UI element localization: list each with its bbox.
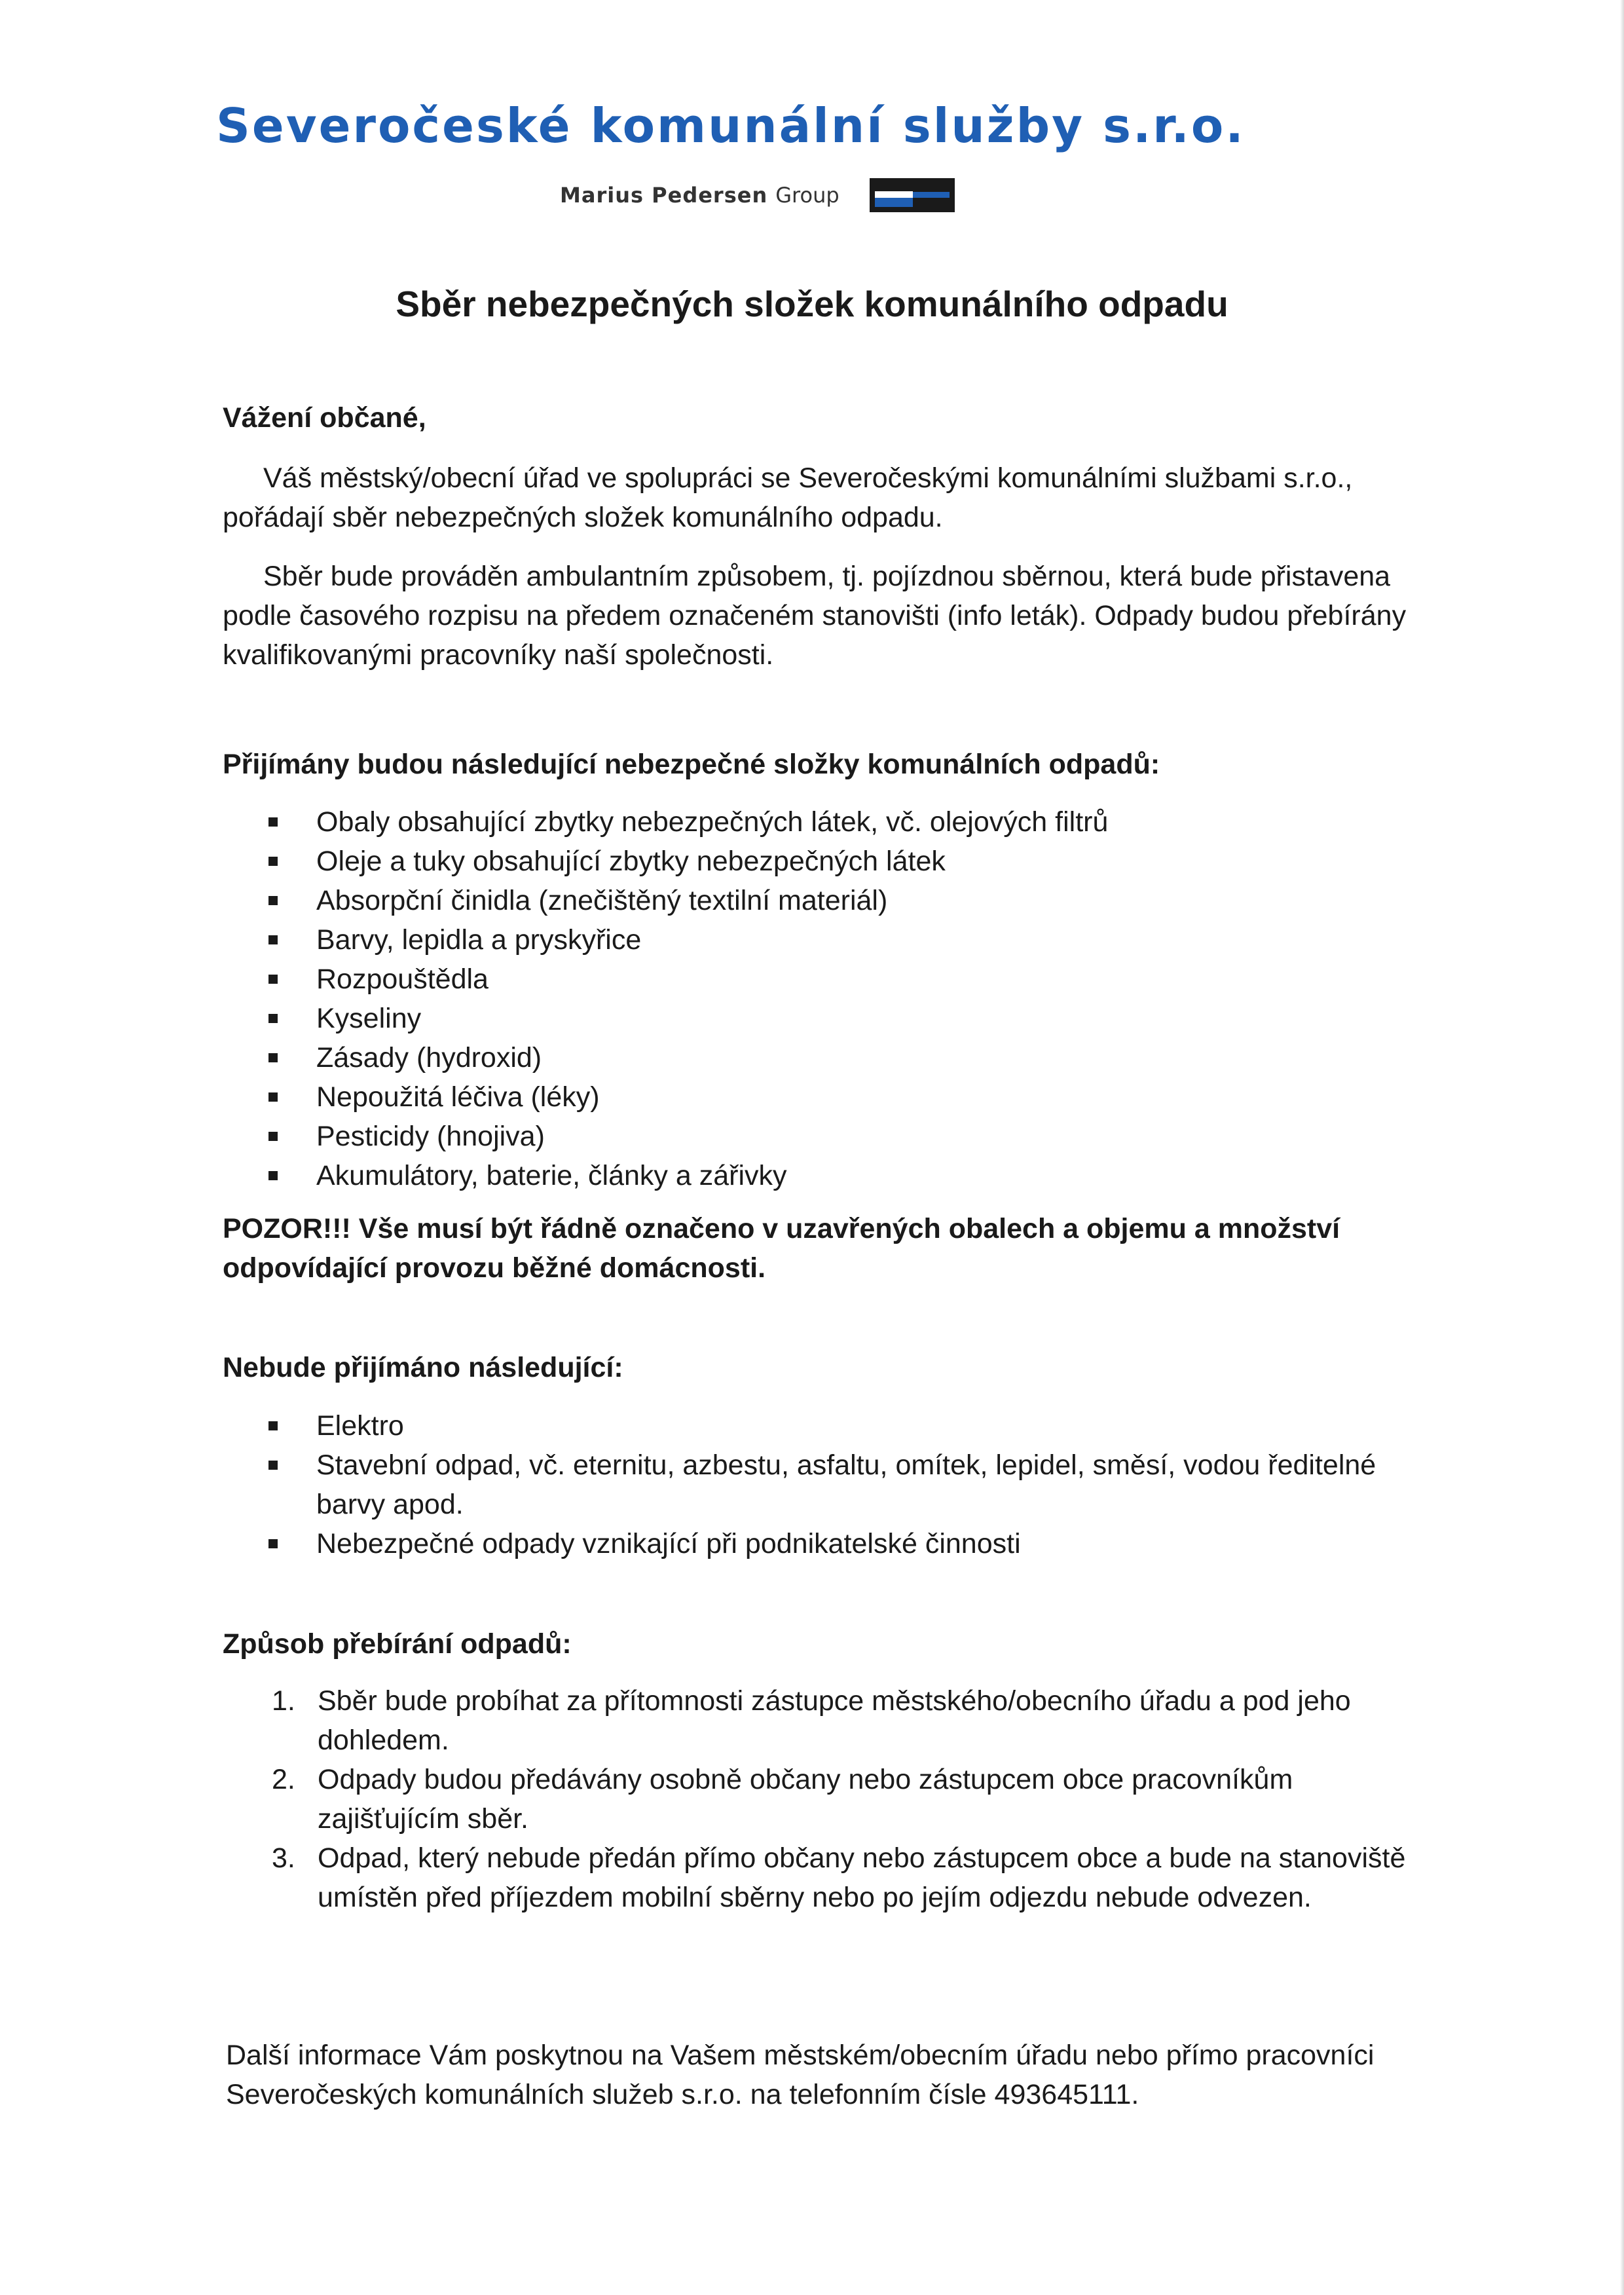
list-item [223,1524,1408,1563]
list-item [223,1077,1408,1117]
bullet-icon [268,1461,278,1470]
item-text: Odpad, který nebude předán přímo občany nebo zástupcem obce a bude na stanoviště umístěn před příjezdem mobilní sběrny nebo po jejím odjezdu nebude odvezen. [318,1842,1406,1913]
bullet-icon [268,1132,278,1141]
list-item [223,1038,1408,1077]
list-item-text: Pesticidy (hnojiva) [316,1121,545,1152]
item-number: 1. [272,1685,295,1717]
list-item [223,1117,1408,1156]
bullet-icon [268,1171,278,1180]
bullet-icon [268,1053,278,1062]
list-item [223,802,1408,842]
list-item-text: Stavební odpad, vč. eternitu, azbestu, asfaltu, omítek, lepidel, směsí, vodou ředitelné barvy apod. [316,1449,1376,1520]
procedure-list [223,1681,1408,1917]
list-item [223,1406,1408,1446]
scan-edge [1620,0,1624,2295]
accepted-list [223,802,1408,1195]
bullet-icon [268,1421,278,1430]
list-item-text: Akumulátory, baterie, články a zářivky [316,1160,787,1191]
list-item [223,999,1408,1038]
item-number: 2. [272,1764,295,1795]
numbered-item [223,1681,1408,1760]
list-item-text: Rozpouštědla [316,963,489,995]
group-brand: Marius Pedersen [560,183,768,208]
item-number: 3. [272,1842,295,1874]
bullet-icon [268,817,278,827]
procedure-heading: Způsob přebírání odpadů: [223,1628,572,1660]
bullet-icon [268,1014,278,1023]
numbered-item [223,1760,1408,1838]
intro-paragraph: Váš městský/obecní úřad ve spolupráci se Severočeskými komunálními službami s.r.o., pořádají sběr nebezpečných složek komunálního odpadu. [223,462,1353,533]
list-item [223,960,1408,999]
warning-text: POZOR!!! Vše musí být řádně označeno v uzavřených obalech a objemu a množství odpovídající provozu běžné domácnosti. [223,1213,1340,1284]
document-title: Sběr nebezpečných složek komunálního odpadu [396,284,1228,324]
accepted-heading: Přijímány budou následující nebezpečné složky komunálních odpadů: [223,749,1160,780]
list-item [223,1446,1408,1524]
list-item-text: Kyseliny [316,1003,422,1034]
list-item [223,842,1408,881]
numbered-item [223,1838,1408,1917]
list-item-text: Nepoužitá léčiva (léky) [316,1081,600,1113]
bullet-icon [268,975,278,984]
list-item [223,881,1408,920]
list-item-text: Nebezpečné odpady vznikající při podnikatelské činnosti [316,1528,1021,1559]
bullet-icon [268,896,278,905]
list-item-text: Barvy, lepidla a pryskyřice [316,924,642,956]
item-text: Sběr bude probíhat za přítomnosti zástupce městského/obecního úřadu a pod jeho dohledem. [318,1685,1351,1756]
group-line [560,176,955,215]
intro-section [223,458,1408,675]
list-item [223,1156,1408,1195]
bullet-icon [268,935,278,944]
intro-paragraph: Sběr bude prováděn ambulantním způsobem, tj. pojízdnou sběrnou, která bude přistavena podle časového rozpisu na předem označeném stanovišti (info leták). Odpady budou přebírány kvalifikovanými pracovníky naší společnosti. [223,561,1407,671]
greeting: Vážení občané, [223,402,426,434]
bullet-icon [268,1539,278,1548]
not-accepted-list [223,1406,1408,1563]
bullet-icon [268,857,278,866]
group-suffix: Group [775,183,840,208]
list-item-text: Zásady (hydroxid) [316,1042,542,1073]
list-item-text: Obaly obsahující zbytky nebezpečných látek, vč. olejových filtrů [316,806,1109,838]
item-text: Odpady budou předávány osobně občany nebo zástupcem obce pracovníkům zajišťujícím sběr. [318,1764,1293,1835]
list-item-text: Elektro [316,1410,404,1442]
footer-contact: Další informace Vám poskytnou na Vašem městském/obecním úřadu nebo přímo pracovníci Severočeských komunálních služeb s.r.o. na telefonním čísle 493645111. [226,2040,1375,2110]
list-item-text: Absorpční činidla (znečištěný textilní materiál) [316,885,888,916]
not-accepted-heading: Nebude přijímáno následující: [223,1352,623,1383]
list-item [223,920,1408,960]
marius-pedersen-logo-icon [870,178,955,212]
list-item-text: Oleje a tuky obsahující zbytky nebezpečných látek [316,846,946,877]
company-name: Severočeské komunální služby s.r.o. [216,98,1246,153]
bullet-icon [268,1092,278,1102]
